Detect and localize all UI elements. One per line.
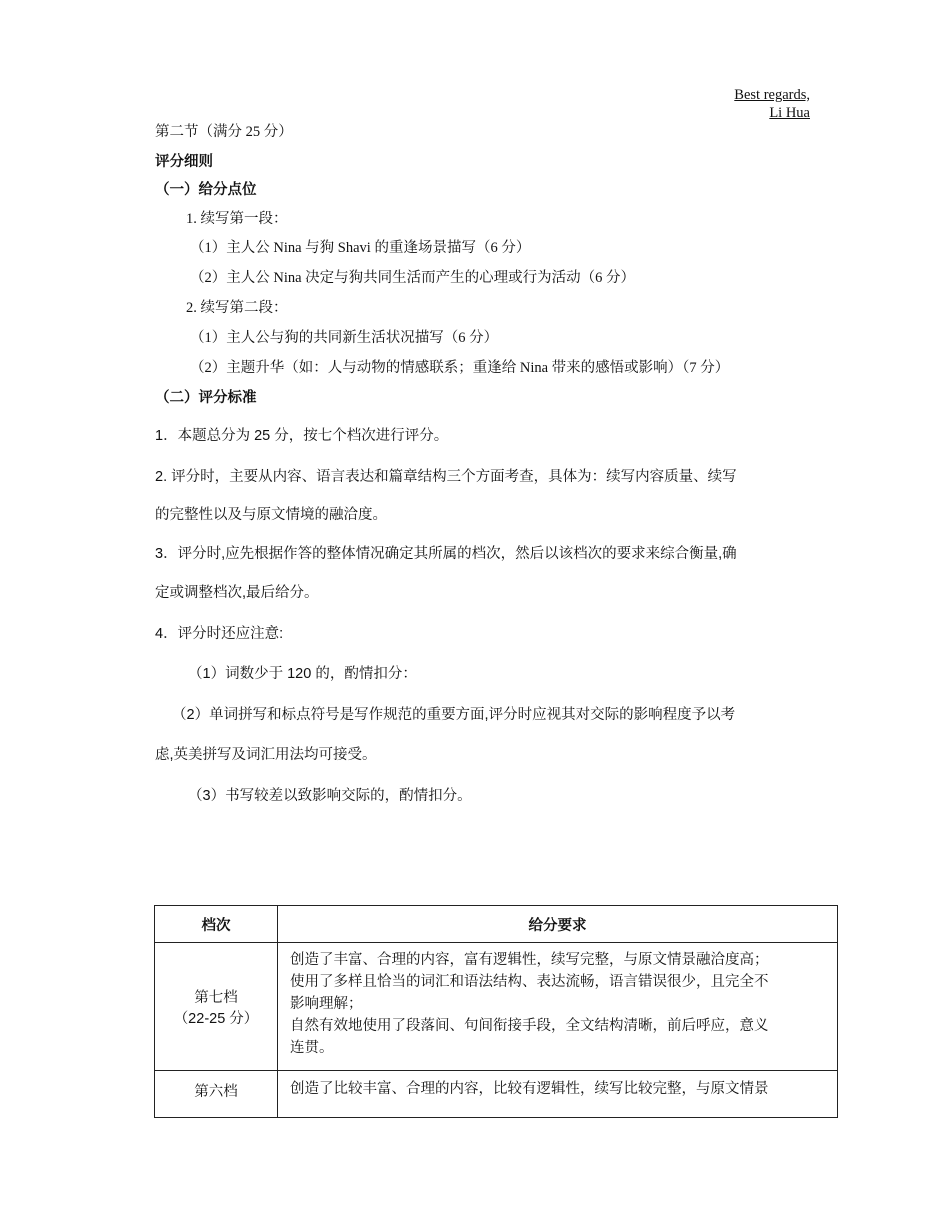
level-cell <box>155 1071 278 1118</box>
requirement-line: 创造了丰富、合理的内容，富有逻辑性，续写完整，与原文情景融洽度高； <box>290 952 769 968</box>
requirement-line: 创造了比较丰富、合理的内容，比较有逻辑性，续写比较完整，与原文情景 <box>290 1081 769 1097</box>
part1-point1-1: （1）主人公 Nina 与狗 Shavi 的重逢场景描写（6 分） <box>190 240 531 256</box>
level-range: （22-25 分） <box>173 1010 259 1027</box>
rule-3a: 3．评分时,应先根据作答的整体情况确定其所属的档次，然后以该档次的要求来综合衡量,确 <box>155 546 737 562</box>
rule-3b: 定或调整档次,最后给分。 <box>155 585 319 601</box>
signature-closing: Best regards, <box>734 87 810 103</box>
table-row <box>155 1071 838 1118</box>
section-title: 第二节（满分 25 分） <box>155 124 293 140</box>
part1-point1-2: （2）主人公 Nina 决定与狗共同生活而产生的心理或行为活动（6 分） <box>190 270 636 286</box>
table-row <box>155 943 838 1071</box>
section-heading: 评分细则 <box>155 154 213 170</box>
table-header-requirements: 给分要求 <box>278 906 838 943</box>
requirements-cell <box>278 1071 838 1118</box>
requirement-line: 连贯。 <box>290 1040 334 1056</box>
table-header-row <box>155 906 838 943</box>
part1-title: （一）给分点位 <box>155 182 257 198</box>
requirement-line: 自然有效地使用了段落间、句间衔接手段，全文结构清晰，前后呼应，意义 <box>290 1018 769 1034</box>
rule-4-1: （1）词数少于 120 的，酌情扣分： <box>188 666 417 682</box>
signature-name: Li Hua <box>769 105 810 121</box>
part1-point2-2: （2）主题升华（如：人与动物的情感联系；重逢给 Nina 带来的感悟或影响）（7 分） <box>190 360 730 376</box>
level-cell <box>155 943 278 1071</box>
part1-point2: 2. 续写第二段： <box>186 300 288 316</box>
requirement-line: 影响理解； <box>290 996 363 1012</box>
grading-table <box>154 905 838 1118</box>
part1-point1: 1. 续写第一段： <box>186 211 288 227</box>
rule-4-3: （3）书写较差以致影响交际的，酌情扣分。 <box>188 788 472 804</box>
table-header-level: 档次 <box>155 906 278 943</box>
requirements-cell <box>278 943 838 1071</box>
rule-4-2a: （2）单词拼写和标点符号是写作规范的重要方面,评分时应视其对交际的影响程度予以考 <box>172 707 736 723</box>
rule-4: 4．评分时还应注意: <box>155 626 284 642</box>
rule-2b: 的完整性以及与原文情境的融洽度。 <box>155 507 387 523</box>
level-name: 第六档 <box>194 1084 238 1100</box>
part1-point2-1: （1）主人公与狗的共同新生活状况描写（6 分） <box>190 330 499 346</box>
rule-2a: 2. 评分时，主要从内容、语言表达和篇章结构三个方面考查，具体为：续写内容质量、续写 <box>155 469 737 485</box>
rule-1: 1．本题总分为 25 分，按七个档次进行评分。 <box>155 428 449 444</box>
requirement-line: 使用了多样且恰当的词汇和语法结构、表达流畅，语言错误很少，且完全不 <box>290 974 769 990</box>
rule-4-2b: 虑,英美拼写及词汇用法均可接受。 <box>155 747 377 763</box>
part2-title: （二）评分标准 <box>155 390 257 406</box>
level-name: 第七档 <box>194 989 238 1006</box>
